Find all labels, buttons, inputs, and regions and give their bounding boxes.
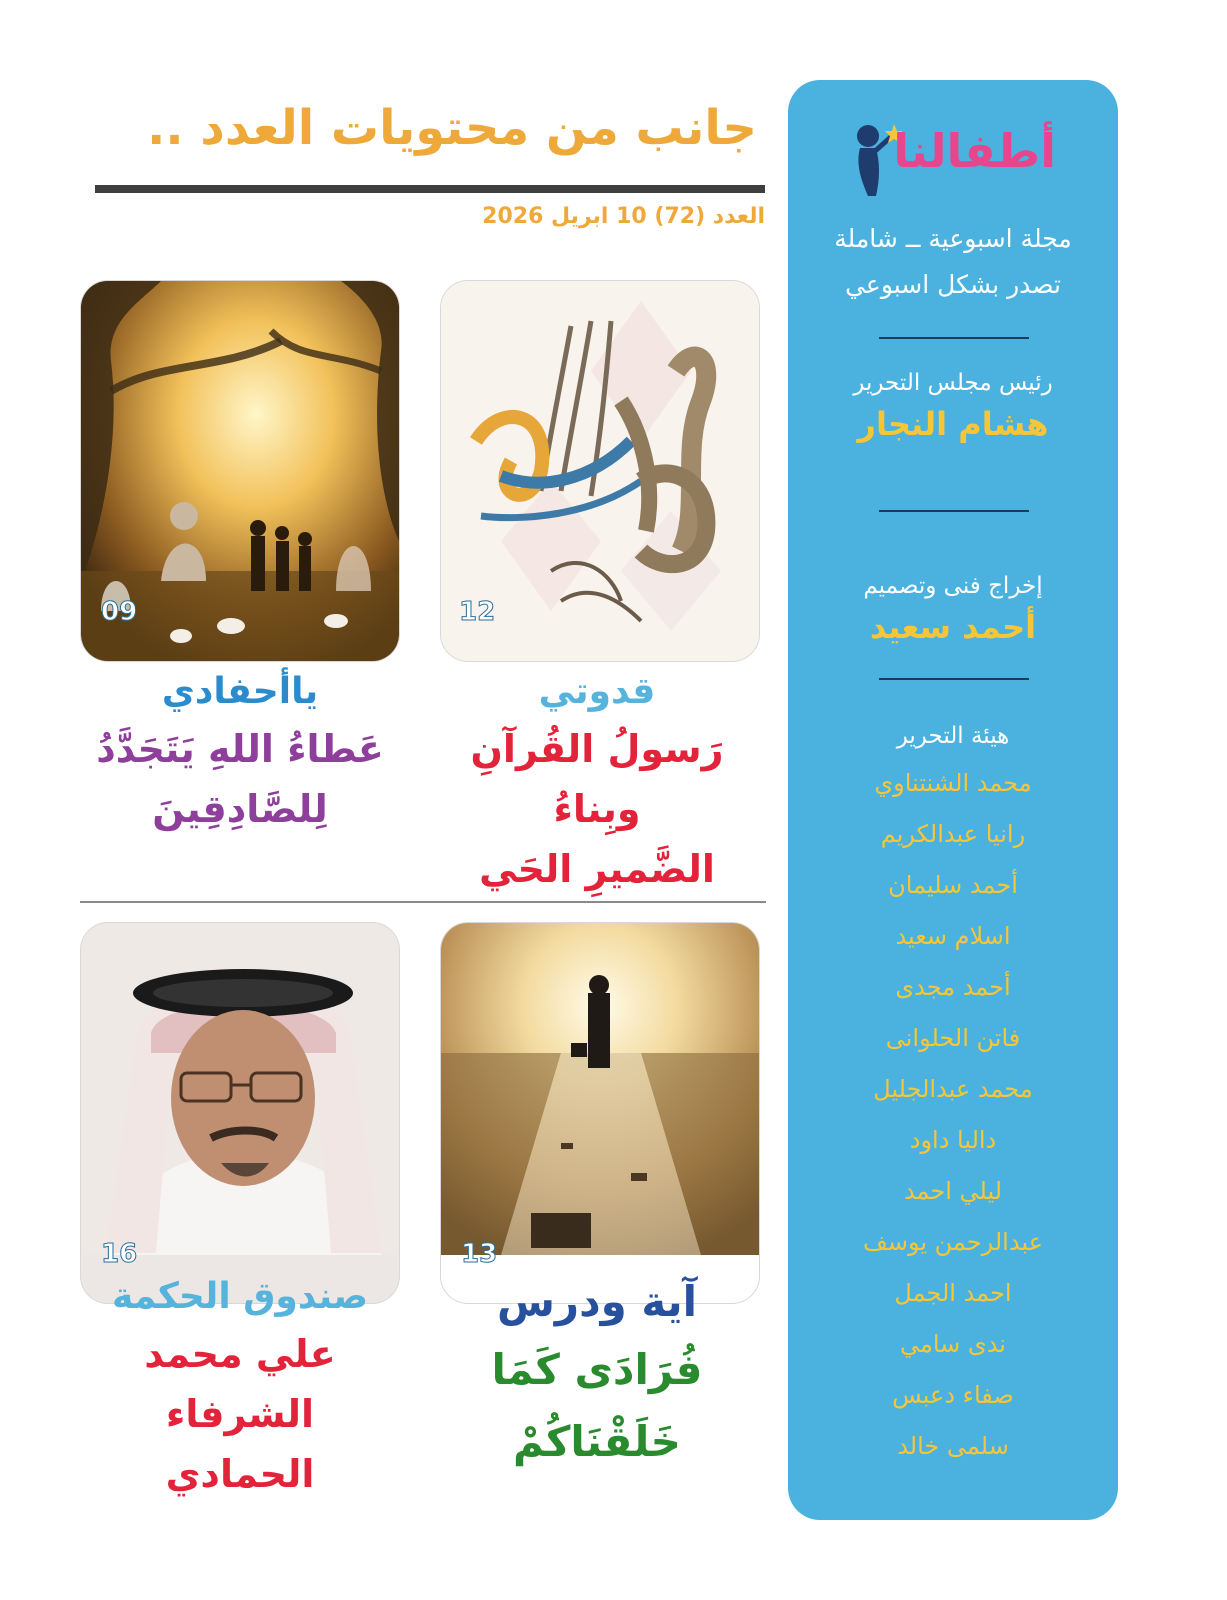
article-image-portrait[interactable] xyxy=(80,922,400,1304)
page-title: جانب من محتويات العدد .. xyxy=(147,100,757,156)
page-number: 12 xyxy=(459,597,496,627)
magazine-name: أطفالنا xyxy=(893,124,1056,178)
page-number: 09 xyxy=(101,597,138,627)
board-member: اسلام سعيد xyxy=(895,922,1011,950)
design-block xyxy=(788,568,1118,650)
board-member: احمد الجمل xyxy=(894,1279,1012,1307)
article-caption-12 xyxy=(427,665,767,899)
article-title-line-1[interactable]: عَطاءُ اللهِ يَتَجَدَّدُ xyxy=(96,727,384,771)
board-member: فاتن الحلوانى xyxy=(885,1024,1021,1052)
article-title-line-1[interactable]: فُرَادَى كَمَا xyxy=(491,1345,703,1394)
section-label: آية ودرس xyxy=(496,1277,698,1326)
tagline-block xyxy=(788,216,1118,308)
magazine-logo xyxy=(788,118,1118,198)
chief-editor-label: رئيس مجلس التحرير xyxy=(853,370,1053,396)
article-image-calligraphy[interactable] xyxy=(440,280,760,662)
editorial-board-label: هيئة التحرير xyxy=(896,723,1010,749)
chief-editor-block xyxy=(788,365,1118,447)
article-title-line-2[interactable]: الضَّميرِ الحَي xyxy=(479,847,715,891)
article-caption-09 xyxy=(70,665,410,839)
article-title-line-2[interactable]: خَلَقْنَاكُمْ xyxy=(513,1417,681,1466)
page-number: 13 xyxy=(461,1239,498,1269)
editorial-board-block xyxy=(788,714,1118,1472)
board-member: داليا داود xyxy=(909,1126,997,1154)
section-label: ياأحفادي xyxy=(161,671,319,712)
sidebar-divider xyxy=(879,678,1029,680)
chief-editor-name: هشام النجار xyxy=(857,405,1049,443)
article-title-line-2[interactable]: لِلصَّادِقِينَ xyxy=(152,787,328,831)
page-number: 16 xyxy=(101,1239,138,1269)
board-member: ليلي احمد xyxy=(903,1177,1003,1205)
article-title-line-2[interactable]: الحمادي xyxy=(165,1452,315,1496)
tagline-line-2: تصدر بشكل اسبوعي xyxy=(845,270,1061,299)
sunrise-path-illustration xyxy=(441,923,759,1255)
design-label: إخراج فنى وتصميم xyxy=(863,573,1043,599)
section-label: قدوتي xyxy=(538,671,656,712)
board-member: سلمى خالد xyxy=(897,1432,1009,1460)
title-divider xyxy=(95,185,765,193)
article-caption-13 xyxy=(427,1270,767,1478)
tagline-line-1: مجلة اسبوعية ــ شاملة xyxy=(834,224,1072,253)
sidebar-divider xyxy=(879,337,1029,339)
article-title-line-1[interactable]: رَسولُ القُرآنِ وبِناءُ xyxy=(470,727,724,831)
designer-name: أحمد سعيد xyxy=(869,608,1037,646)
section-divider xyxy=(80,901,766,903)
board-member: أحمد مجدى xyxy=(895,973,1011,1001)
board-member: صفاء دعبس xyxy=(892,1381,1014,1409)
issue-info: العدد (72) 10 ابريل 2026 xyxy=(482,204,765,229)
masthead-sidebar xyxy=(788,80,1118,1520)
article-caption-16 xyxy=(70,1270,410,1504)
portrait-illustration xyxy=(81,923,399,1255)
article-image-grandparent[interactable] xyxy=(80,280,400,662)
board-member: ندى سامي xyxy=(900,1330,1006,1358)
section-label: صندوق الحكمة xyxy=(111,1276,369,1317)
sidebar-divider xyxy=(879,510,1029,512)
board-member: محمد الشنتناوي xyxy=(874,769,1032,797)
board-member: محمد عبدالجليل xyxy=(873,1075,1033,1103)
article-title-line-1[interactable]: علي محمد الشرفاء xyxy=(144,1332,336,1436)
board-member: رانيا عبدالكريم xyxy=(880,820,1026,848)
board-member: عبدالرحمن يوسف xyxy=(862,1228,1044,1256)
board-member: أحمد سليمان xyxy=(888,871,1018,899)
article-image-walking-man[interactable] xyxy=(440,922,760,1304)
